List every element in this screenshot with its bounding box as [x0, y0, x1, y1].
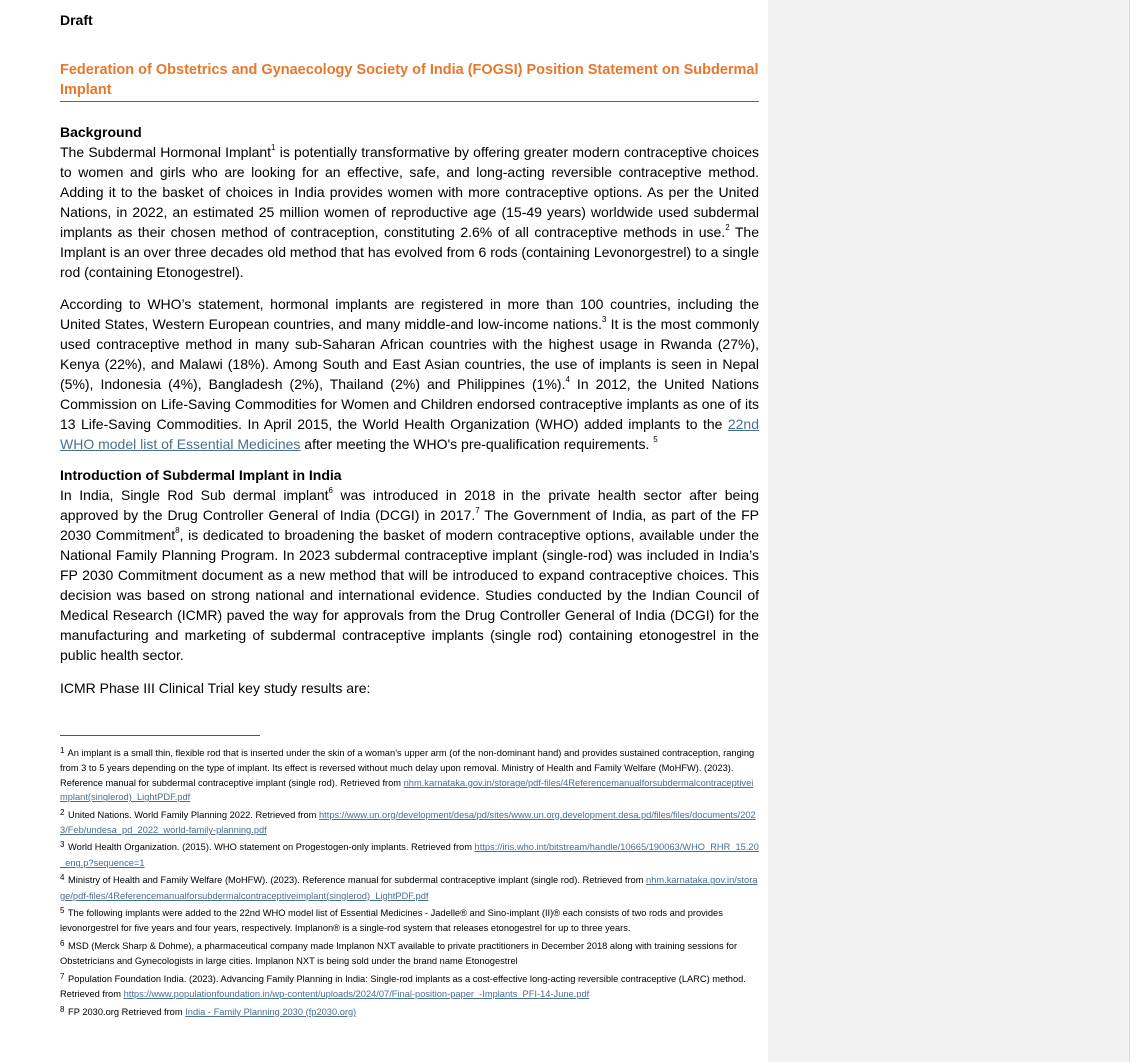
window-edge	[1129, 0, 1142, 1062]
footnote-ref-5[interactable]: 5	[653, 435, 658, 445]
intro-heading: Introduction of Subdermal Implant in India	[60, 467, 342, 483]
background-heading: Background	[60, 124, 142, 140]
footnote-link[interactable]: nhm.karnataka.gov.in/storage/pdf-files/4Referencemanualforsubdermalcontraceptiveimplant(singlerod)_LightPDF.pdf	[60, 875, 758, 901]
intro-paragraph: In India, Single Rod Sub dermal implant$^6$ was introduced in 2018 in the private health sector after being approved by the Drug Controller General of India (DCGI) in 2017.$^7$ The Government of India, as part of the FP 2030 Commitment$^8$, is dedicated to broadening the basket of modern contraceptive options, available under the National Family Planning Program. In 2023 subdermal contraceptive implant (single-rod) was included in India’s FP 2030 Commitment document as a new method that will be introduced to expand contraceptive choices. This decision was based on strong national and international evidence. Studies conducted by the Indian Council of Medical Research (ICMR) paved the way for approvals from the Drug Controller General of India (DCGI) for the manufacturing and marketing of subdermal contraceptive implants (single rod) containing etonogestrel in the public health sector.	[60, 486, 760, 663]
footnote-5: 5 The following implants were added to the 22nd WHO model list of Essential Medicines - Jadelle® and Sino-implant (II)® each consists of two rods and provides levonorgestrel for five years and four years, respectively. Implanon® is a single-rod system that releases etonogestrel for up to three years.	[60, 906, 723, 934]
footnote-2: 2 United Nations. World Family Planning 2022. Retrieved from https://www.un.org/development/desa/pd/sites/www.un.org.development.desa.pd/files/files/documents/2023/Feb/undesa_pd_2022_world-family-planning.pdf	[60, 807, 756, 836]
footnote-separator	[60, 735, 260, 736]
footnote-7: 7 Population Foundation India. (2023). Advancing Family Planning in India: Single-rod implants as a cost-effective long-acting reversible contraceptive (LARC) method. Retrieved from https://www.populationfoundation.in/wp-content/uploads/2024/07/Final-position-paper_-Implants_PFI-14-June.pdf	[60, 971, 746, 1000]
footnote-ref-4[interactable]: 4	[565, 375, 570, 385]
side-panel	[768, 0, 1129, 1062]
footnote-link[interactable]: https://www.populationfoundation.in/wp-content/uploads/2024/07/Final-position-paper_-Implants_PFI-14-June.pdf	[123, 989, 590, 1000]
who-model-list-link[interactable]: 22nd WHO model list of Essential Medicines	[60, 416, 759, 452]
background-paragraph-1: The Subdermal Hormonal Implant$^1$ is potentially transformative by offering greater modern contraceptive choices to women and girls who are looking for an effective, safe, and long-acting reversible contraceptive method. Adding it to the basket of choices in India provides women with more contraceptive options. As per the United Nations, in 2022, an estimated 25 million women of reproductive age (15-49 years) worldwide used subdermal implants as their chosen method of contraception, constituting 2.6% of all contraceptive methods in use.$^2$ The Implant is an over three decades old method that has evolved from 6 rods (containing Levonorgestrel) to a single rod (containing Etonogestrel).	[60, 143, 759, 280]
footnote-3: 3 World Health Organization. (2015). WHO statement on Progestogen-only implants. Retrieved from https://iris.who.int/bitstream/handle/10665/190063/WHO_RHR_15.20_eng.p?sequence=1	[60, 840, 759, 868]
footnote-link[interactable]: India - Family Planning 2030 (fp2030.org)	[185, 1006, 357, 1017]
footnote-ref-3[interactable]: 3	[601, 315, 607, 325]
footnote-ref-6[interactable]: 6	[328, 486, 333, 496]
background-paragraph-2: According to WHO’s statement, hormonal implants are registered in more than 100 countries, including the United States, Western European countries, and many middle-and low-income nations.$^3$ It is the most commonly used contraceptive method in many sub-Saharan African countries with the highest usage in Rwanda (27%), Kenya (22%), and Malawi (18%). Among South and East Asian countries, the use of implants is seen in Nepal (5%), Indonesia (4%), Bangladesh (2%), Thailand (2%) and Philippines (1%).$^4$ In 2012, the United Nations Commission on Life-Saving Commodities for Women and Children endorsed contraceptive implants as one of its 13 Life-Saving Commodities. In April 2015, the World Health Organization (WHO) added implants to the 22nd WHO model list of Essential Medicines after meeting the WHO's pre-qualification requirements. $^5$	[60, 296, 760, 452]
footnote-ref-1[interactable]: 1	[271, 143, 276, 153]
footnote-link[interactable]: nhm.karnataka.gov.in/storage/pdf-files/4Referencemanualforsubdermalcontraceptiveimplant(singlerod)_LightPDF.pdf	[60, 777, 754, 803]
footnote-link[interactable]: https://iris.who.int/bitstream/handle/10665/190063/WHO_RHR_15.20_eng.p?sequence=1	[60, 842, 759, 868]
trial-results-line: ICMR Phase III Clinical Trial key study results are:	[60, 680, 371, 696]
footnote-ref-2[interactable]: 2	[725, 223, 730, 233]
footnote-ref-7[interactable]: 7	[475, 506, 480, 516]
footnote-1: 1 An implant is a small thin, flexible rod that is inserted under the skin of a woman’s upper arm (of the non-dominant hand) and provides sustained contraception, ranging from 3 to 5 years depending on the type of implant. Its effect is reversed without much delay upon removal. Ministry of Health and Family Welfare (MoHFW). (2023). Reference manual for subdermal contraceptive implant (single rod). Retrieved from nhm.karnataka.gov.in/storage/pdf-files/4Referencemanualforsubdermalcontraceptiveimplant(singlerod)_LightPDF.pdf	[60, 746, 755, 803]
footnote-ref-8[interactable]: 8	[175, 526, 180, 536]
footnotes	[60, 746, 760, 1023]
draft-label: Draft	[60, 12, 93, 28]
footnote-link[interactable]: https://www.un.org/development/desa/pd/sites/www.un.org.development.desa.pd/files/files/documents/2023/Feb/undesa_pd_2022_world-family-planning.pdf	[60, 809, 756, 836]
footnote-4: 4 Ministry of Health and Family Welfare (MoHFW). (2023). Reference manual for subdermal contraceptive implant (single rod). Retrieved from nhm.karnataka.gov.in/storage/pdf-files/4Referencemanualforsubdermalcontraceptiveimplant(singlerod)_LightPDF.pdf	[60, 873, 758, 901]
footnote-6: 6 MSD (Merck Sharp & Dohme), a pharmaceutical company made Implanon NXT available to private practitioners in December 2018 along with training sessions for Obstetricians and Gynecologists in large cities. Implanon NXT is being sold under the brand name Etonogestrel	[60, 938, 738, 967]
document-title: Federation of Obstetrics and Gynaecology Society of India (FOGSI) Position Statement on Subdermal Implant	[60, 60, 759, 102]
footnote-8: 8 FP 2030.org Retrieved from India - Family Planning 2030 (fp2030.org)	[60, 1004, 357, 1017]
document-body	[60, 10, 759, 698]
